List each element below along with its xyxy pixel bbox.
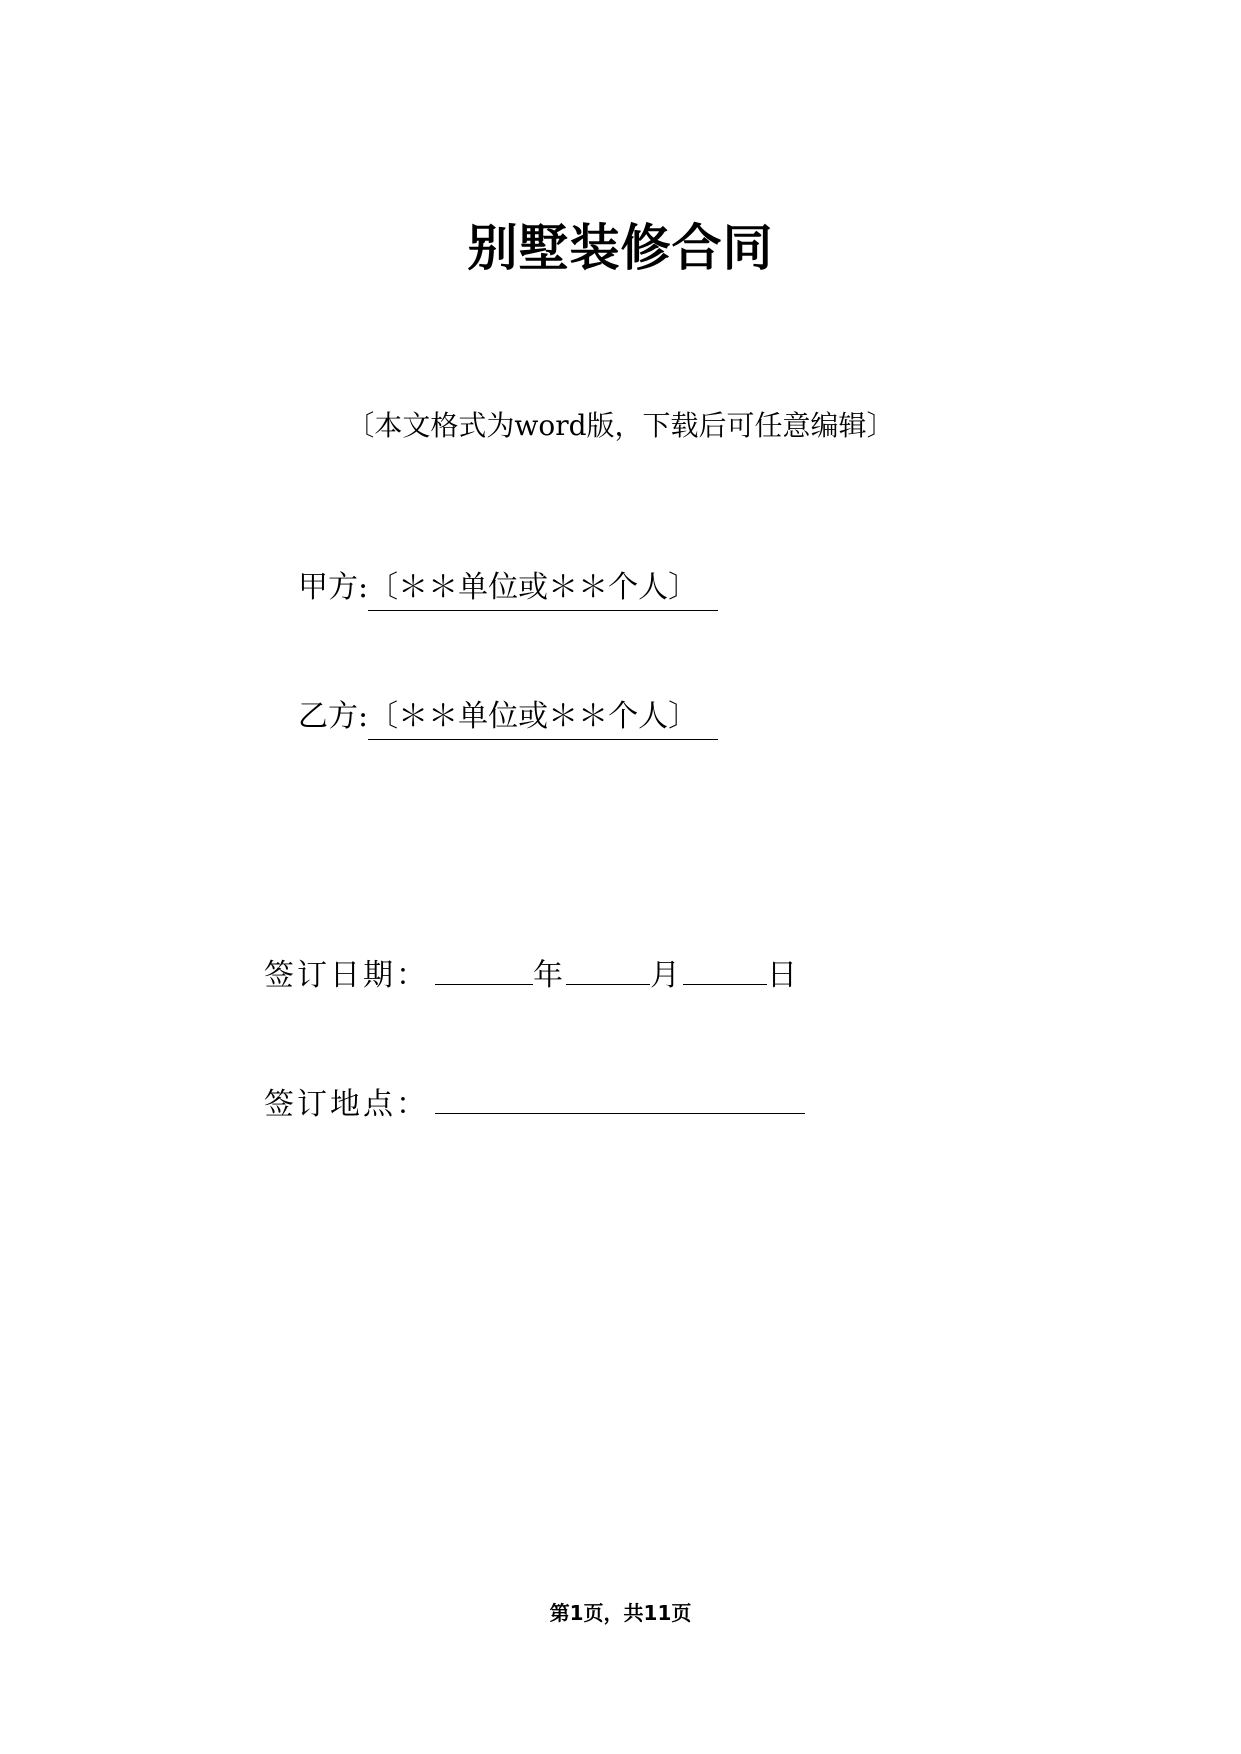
month-label: 月 <box>650 958 683 993</box>
place-blank <box>435 1083 805 1114</box>
sign-place-line <box>264 1082 805 1128</box>
party-a-line <box>298 565 718 611</box>
sign-place-label: 签订地点： <box>264 1087 429 1122</box>
sign-date-label: 签订日期： <box>264 958 429 993</box>
party-b-line <box>298 694 718 740</box>
party-b-value: 〔＊＊单位或＊＊个人〕 <box>368 695 718 740</box>
year-label: 年 <box>533 958 566 993</box>
page-footer: 第1页，共11页 <box>549 1601 692 1625</box>
party-a-label: 甲方: <box>298 570 369 605</box>
format-note: 〔本文格式为word版，下载后可任意编辑〕 <box>346 409 895 442</box>
party-b-label: 乙方: <box>298 699 369 734</box>
month-blank <box>566 954 650 985</box>
party-a-value: 〔＊＊单位或＊＊个人〕 <box>368 566 718 611</box>
sign-date-line <box>264 953 800 999</box>
year-blank <box>435 954 533 985</box>
day-blank <box>683 954 767 985</box>
document-title: 别墅装修合同 <box>467 219 774 277</box>
day-label: 日 <box>767 958 800 993</box>
